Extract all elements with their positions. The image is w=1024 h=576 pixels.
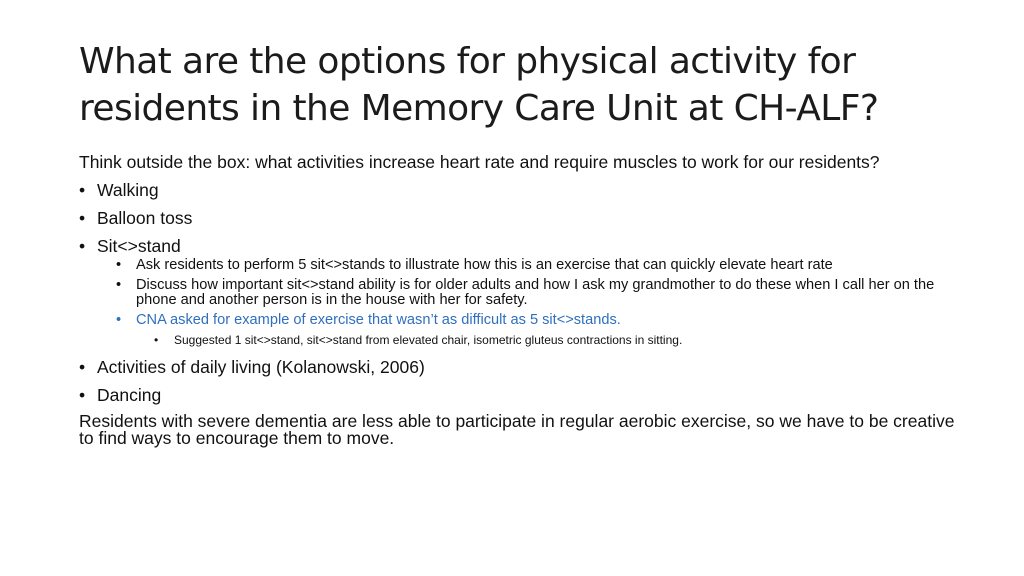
sub-bullet-ask-residents	[116, 257, 946, 273]
bullet-walking	[79, 180, 959, 200]
bullet-text: Dancing	[97, 385, 162, 405]
sub-bullet-discuss	[116, 277, 946, 308]
conclusion-paragraph: Residents with severe dementia are less able to participate in regular aerobic exercise, so we have to be creative to find ways to encourage them to move.	[79, 411, 955, 448]
bullet-text: Sit<>stand	[97, 236, 181, 256]
bullet-adl	[79, 357, 959, 377]
bullet-icon: •	[116, 257, 122, 273]
bullet-icon: •	[116, 277, 122, 293]
bullet-icon: •	[79, 180, 86, 200]
sub-sub-bullet-text: Suggested 1 sit<>stand, sit<>stand from elevated chair, isometric gluteus contractions in sitting.	[174, 333, 683, 347]
bullet-text: Walking	[97, 180, 159, 200]
bullet-text: Balloon toss	[97, 208, 193, 228]
sub-sub-bullet-suggested	[154, 333, 959, 347]
bullet-dancing	[79, 385, 959, 405]
bullet-icon: •	[79, 236, 86, 256]
sub-bullet-text: Ask residents to perform 5 sit<>stands to illustrate how this is an exercise that can quickly elevate heart rate	[136, 257, 833, 273]
bullet-icon: •	[154, 333, 159, 347]
bullet-icon: •	[79, 357, 86, 377]
sub-bullet-cna-question	[116, 312, 946, 328]
intro-paragraph: Think outside the box: what activities increase heart rate and require muscles to work for our residents?	[79, 152, 880, 172]
bullet-sit-stand	[79, 236, 959, 256]
bullet-icon: •	[79, 385, 86, 405]
bullet-icon: •	[79, 208, 86, 228]
bullet-icon: •	[116, 312, 122, 328]
bullet-text: Activities of daily living (Kolanowski, 2006)	[97, 357, 425, 377]
bullet-balloon-toss	[79, 208, 959, 228]
sub-bullet-text: Discuss how important sit<>stand ability is for older adults and how I ask my grandmother to do these when I call her on the phone and another person is in the house with her for safety.	[136, 277, 935, 308]
slide-title: What are the options for physical activity for residents in the Memory Care Unit at CH-ALF?	[79, 41, 879, 129]
sub-bullet-text: CNA asked for example of exercise that wasn’t as difficult as 5 sit<>stands.	[136, 312, 621, 328]
slide-body	[79, 154, 959, 456]
